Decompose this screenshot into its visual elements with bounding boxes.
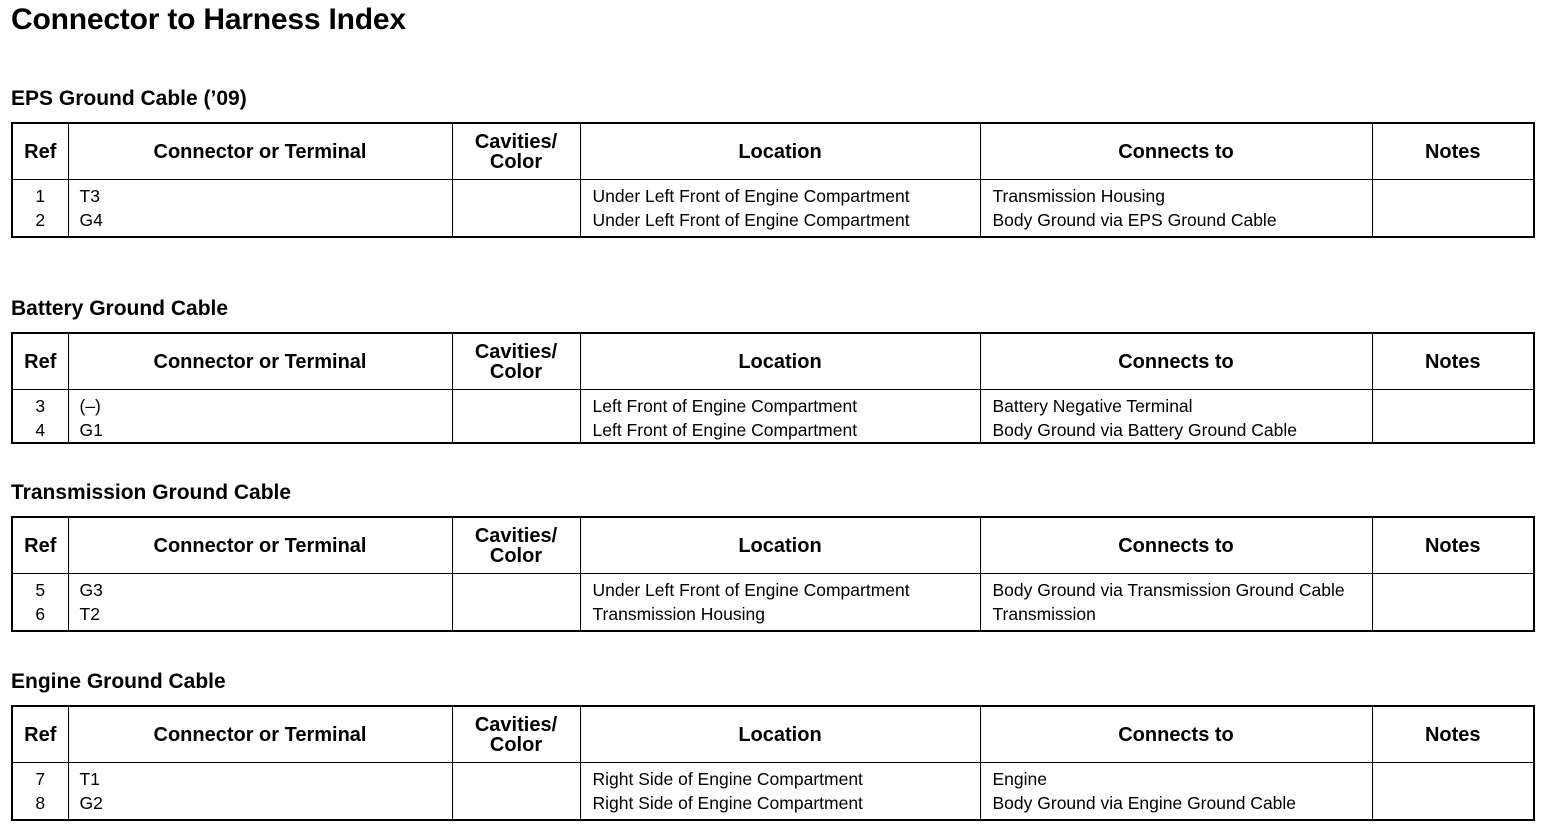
table-row [12,390,1534,444]
header-cavities-line1: Cavities/ [474,713,558,736]
ref-cell [12,390,68,444]
ref-value: 3 [35,396,46,416]
header-ref: Ref [12,333,68,390]
connector-value: T1 [79,769,100,789]
ref-cell [12,763,68,821]
connector-cell [68,180,452,238]
ref-value: 8 [35,793,46,813]
location-value: Left Front of Engine Compartment [592,420,858,440]
ref-cell [12,180,68,238]
ref-value: 6 [35,604,46,624]
connector-value: (–) [79,396,101,416]
ref-value: 7 [35,769,46,789]
location-cell [580,763,980,821]
header-cavities-line2: Color [489,544,543,567]
location-cell [580,180,980,238]
section-title-transmission-ground-cable: Transmission Ground Cable [11,481,292,504]
page-title: Connector to Harness Index [11,3,406,36]
table-row [12,574,1534,632]
connector-value: G4 [79,210,103,230]
connector-value: T2 [79,604,100,624]
header-cavities-line1: Cavities/ [474,130,558,153]
connects-to-value: Transmission Housing [992,186,1165,206]
header-cavities-color [452,517,580,574]
connects-to-value: Battery Negative Terminal [992,396,1193,416]
table-header-row [12,123,1534,180]
location-cell [580,390,980,444]
connects-to-value: Body Ground via EPS Ground Cable [992,210,1277,230]
connector-cell [68,390,452,444]
header-connects-to: Connects to [980,123,1372,180]
header-ref: Ref [12,123,68,180]
header-cavities-color [452,333,580,390]
header-cavities-line2: Color [489,360,543,383]
header-location: Location [580,517,980,574]
connector-value: G1 [79,420,103,440]
header-notes: Notes [1372,333,1534,390]
connector-value: T3 [79,186,100,206]
header-ref: Ref [12,706,68,763]
notes-cell [1372,763,1534,821]
header-connector: Connector or Terminal [68,123,452,180]
ref-value: 4 [35,420,46,440]
connects-to-cell [980,763,1372,821]
table-row [12,180,1534,238]
connects-to-value: Body Ground via Transmission Ground Cable [992,580,1345,600]
section-title-engine-ground-cable: Engine Ground Cable [11,670,226,693]
header-connects-to: Connects to [980,706,1372,763]
header-notes: Notes [1372,706,1534,763]
connector-value: G2 [79,793,103,813]
ref-value: 2 [35,210,46,230]
cavities-cell [452,763,580,821]
table-header-row [12,517,1534,574]
location-value: Transmission Housing [592,604,765,624]
header-notes: Notes [1372,517,1534,574]
header-cavities-line2: Color [489,150,543,173]
section-title-eps-ground-cable: EPS Ground Cable (’09) [11,87,247,110]
connector-cell [68,763,452,821]
table-header-row [12,333,1534,390]
connects-to-value: Engine [992,769,1047,789]
table-transmission-ground-cable [11,516,1535,632]
notes-cell [1372,180,1534,238]
location-value: Under Left Front of Engine Compartment [592,580,910,600]
section-title-battery-ground-cable: Battery Ground Cable [11,297,229,320]
header-cavities-line1: Cavities/ [474,340,558,363]
header-cavities-color [452,706,580,763]
header-connector: Connector or Terminal [68,706,452,763]
connects-to-value: Transmission [992,604,1096,624]
connects-to-value: Body Ground via Engine Ground Cable [992,793,1297,813]
notes-cell [1372,574,1534,632]
cavities-cell [452,574,580,632]
ref-value: 5 [35,580,46,600]
ref-cell [12,574,68,632]
notes-cell [1372,390,1534,444]
connector-value: G3 [79,580,103,600]
location-cell [580,574,980,632]
cavities-cell [452,180,580,238]
header-cavities-line2: Color [489,733,543,756]
connects-to-cell [980,390,1372,444]
table-engine-ground-cable [11,705,1535,821]
connects-to-cell [980,180,1372,238]
location-value: Under Left Front of Engine Compartment [592,210,910,230]
header-connector: Connector or Terminal [68,517,452,574]
header-location: Location [580,706,980,763]
header-connects-to: Connects to [980,517,1372,574]
location-value: Right Side of Engine Compartment [592,793,863,813]
table-header-row [12,706,1534,763]
table-row [12,763,1534,821]
connects-to-cell [980,574,1372,632]
table-battery-ground-cable [11,332,1535,444]
header-location: Location [580,333,980,390]
table-eps-ground-cable [11,122,1535,238]
header-cavities-color [452,123,580,180]
location-value: Right Side of Engine Compartment [592,769,863,789]
location-value: Left Front of Engine Compartment [592,396,858,416]
connector-cell [68,574,452,632]
header-connects-to: Connects to [980,333,1372,390]
location-value: Under Left Front of Engine Compartment [592,186,910,206]
header-location: Location [580,123,980,180]
header-ref: Ref [12,517,68,574]
ref-value: 1 [35,186,46,206]
header-cavities-line1: Cavities/ [474,524,558,547]
header-notes: Notes [1372,123,1534,180]
cavities-cell [452,390,580,444]
connects-to-value: Body Ground via Battery Ground Cable [992,420,1297,440]
header-connector: Connector or Terminal [68,333,452,390]
